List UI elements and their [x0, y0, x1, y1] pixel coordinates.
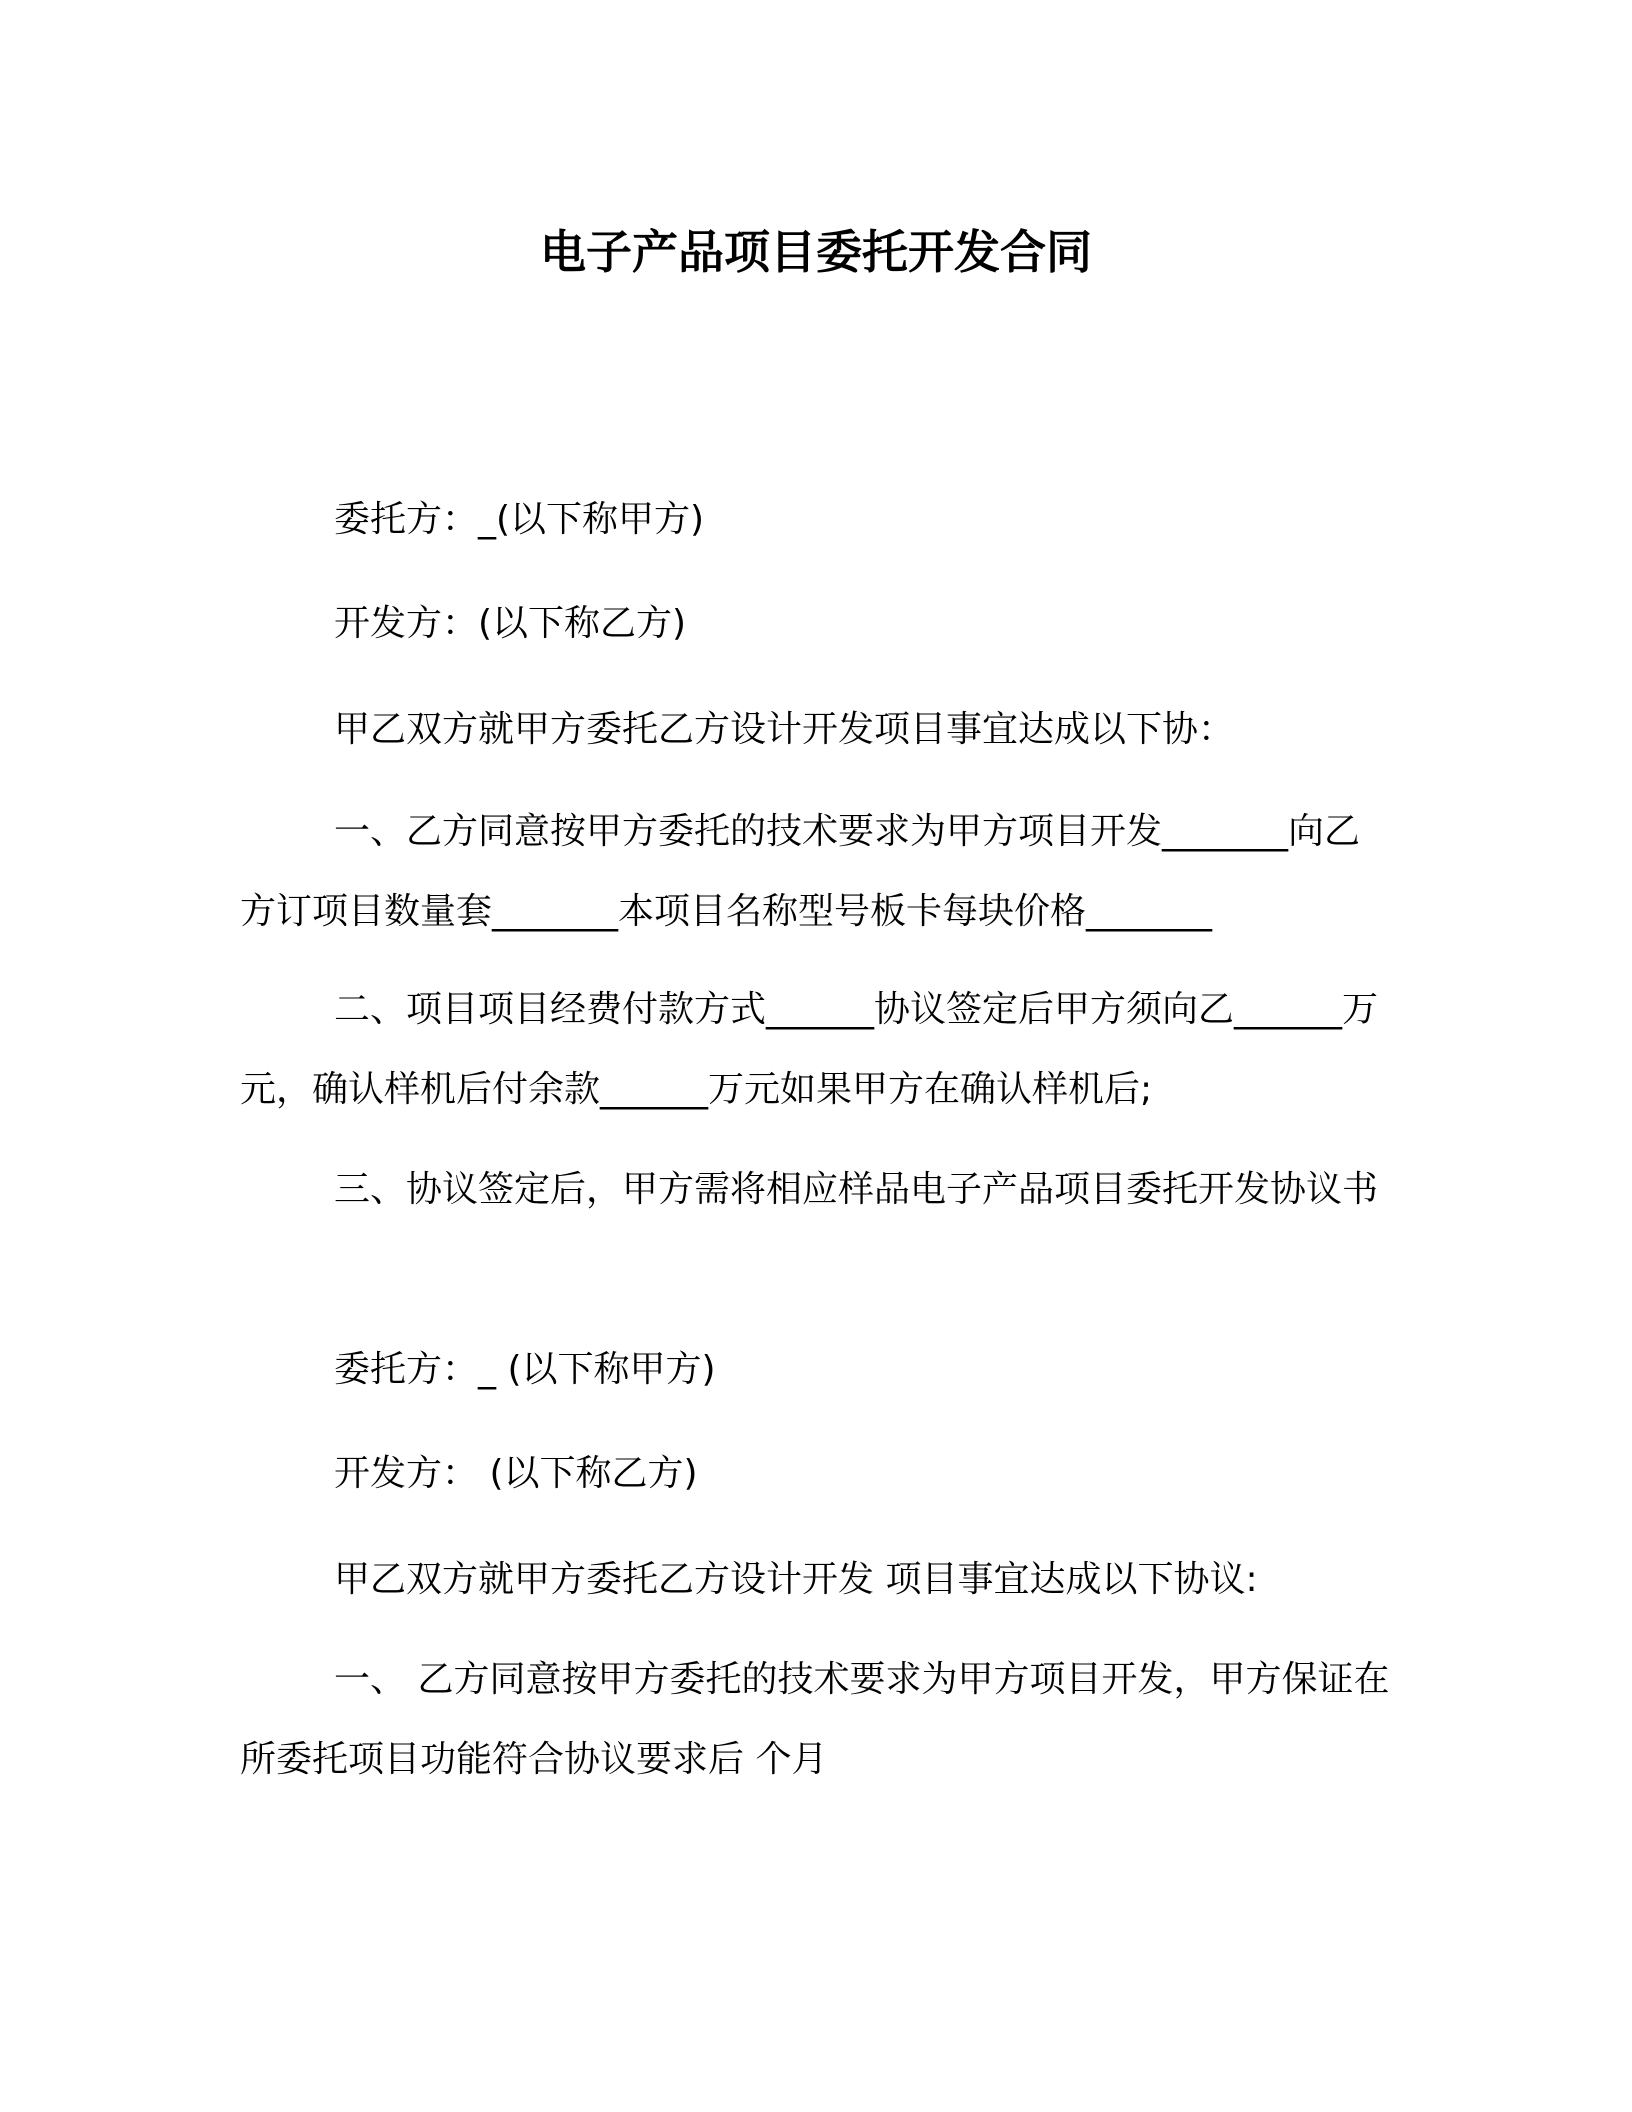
paragraph-clause-3: 三、协议签定后，甲方需将相应样品电子产品项目委托开发协议书: [334, 1169, 1379, 1210]
paragraph-developer: 开发方：(以下称乙方): [334, 603, 687, 644]
paragraph-agreement-intro-repeat: 甲乙双方就甲方委托乙方设计开发 项目事宜达成以下协议:: [334, 1559, 1258, 1600]
document-title: 电子产品项目委托开发合同: [540, 225, 1092, 279]
paragraph-clause-1: 一、乙方同意按甲方委托的技术要求为甲方项目开发_______向乙方订项目数量套_______本项目名称型号板卡每块价格_______: [240, 811, 1361, 932]
paragraph-clause-1-repeat: 一、 乙方同意按甲方委托的技术要求为甲方项目开发，甲方保证在所委托项目功能符合协议要求后 个月: [240, 1659, 1390, 1780]
paragraph-agreement-intro: 甲乙双方就甲方委托乙方设计开发项目事宜达成以下协：: [334, 709, 1235, 750]
paragraph-client: 委托方：_(以下称甲方): [334, 499, 705, 540]
paragraph-client-repeat: 委托方：_ (以下称甲方): [334, 1349, 716, 1390]
paragraph-clause-2: 二、项目项目经费付款方式______协议签定后甲方须向乙______万元，确认样机后付余款______万元如果甲方在确认样机后;: [240, 989, 1379, 1110]
paragraph-developer-repeat: 开发方： (以下称乙方): [334, 1453, 698, 1494]
